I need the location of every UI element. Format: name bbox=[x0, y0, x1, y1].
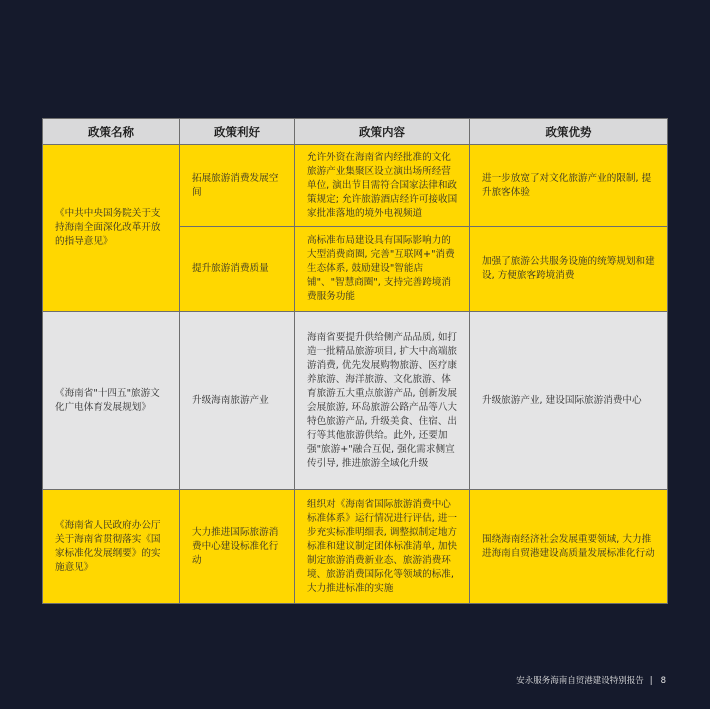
header-policy-advantage: 政策优势 bbox=[470, 119, 668, 145]
policy-table bbox=[42, 118, 668, 604]
header-policy-name: 政策名称 bbox=[43, 119, 180, 145]
footer-separator: | bbox=[649, 676, 653, 686]
policy-3-content: 组织对《海南省国际旅游消费中心标准体系》运行情况进行评估, 进一步充实标准明细表, 调整拟制定地方标准和建议制定团体标准清单, 加快制定旅游消费新业态、旅游消费环境、旅游消费国际化等领域的标准, 大力推进标准的实施 bbox=[295, 490, 470, 604]
policy-2-benefit: 升级海南旅游产业 bbox=[180, 312, 295, 490]
policy-table-wrapper bbox=[42, 118, 667, 604]
policy-2-content: 海南省要提升供给侧产品品质, 如打造一批精品旅游项目, 扩大中高端旅游消费, 优先发展购物旅游、医疗康养旅游、海洋旅游、文化旅游、体育旅游五大重点旅游产品, 创新发展会展旅游, 环岛旅游公路产品等八大特色旅游产品, 升级美食、住宿、出行等其他旅游供给。此外, 还要加强"旅游+"融合互促, 强化需求侧宣传引导, 推进旅游全域化升级 bbox=[295, 312, 470, 490]
policy-3-advantage: 围绕海南经济社会发展重要领域, 大力推进海南自贸港建设高质量发展标准化行动 bbox=[470, 490, 668, 604]
policy-3-name: 《海南省人民政府办公厅关于海南省贯彻落实《国家标准化发展纲要》的实施意见》 bbox=[43, 490, 180, 604]
policy-1-advantage-2: 加强了旅游公共服务设施的统筹规划和建设, 方便旅客跨境消费 bbox=[470, 227, 668, 312]
header-policy-benefit: 政策利好 bbox=[180, 119, 295, 145]
footer-report-title: 安永服务海南自贸港建设特别报告 bbox=[516, 676, 644, 686]
page-number: 8 bbox=[660, 676, 666, 686]
table-row bbox=[43, 145, 668, 227]
policy-1-content-2: 高标准布局建设具有国际影响力的大型消费商圈, 完善"互联网+"消费生态体系, 鼓励建设"智能店铺"、"智慧商圈", 支持完善跨境消费服务功能 bbox=[295, 227, 470, 312]
policy-1-benefit-2: 提升旅游消费质量 bbox=[180, 227, 295, 312]
policy-1-content-1: 允许外资在海南省内经批准的文化旅游产业集聚区设立演出场所经营单位, 演出节目需符合国家法律和政策规定; 允许旅游酒店经许可接收国家批准落地的境外电视频道 bbox=[295, 145, 470, 227]
policy-1-benefit-1: 拓展旅游消费发展空间 bbox=[180, 145, 295, 227]
page-footer bbox=[516, 674, 666, 686]
policy-3-benefit: 大力推进国际旅游消费中心建设标准化行动 bbox=[180, 490, 295, 604]
policy-1-name: 《中共中央国务院关于支持海南全面深化改革开放的指导意见》 bbox=[43, 145, 180, 312]
table-row bbox=[43, 490, 668, 604]
policy-2-advantage: 升级旅游产业, 建设国际旅游消费中心 bbox=[470, 312, 668, 490]
policy-2-name: 《海南省"十四五"旅游文化广电体育发展规划》 bbox=[43, 312, 180, 490]
header-policy-content: 政策内容 bbox=[295, 119, 470, 145]
table-header-row bbox=[43, 119, 668, 145]
table-row bbox=[43, 312, 668, 490]
policy-1-advantage-1: 进一步放宽了对文化旅游产业的限制, 提升旅客体验 bbox=[470, 145, 668, 227]
